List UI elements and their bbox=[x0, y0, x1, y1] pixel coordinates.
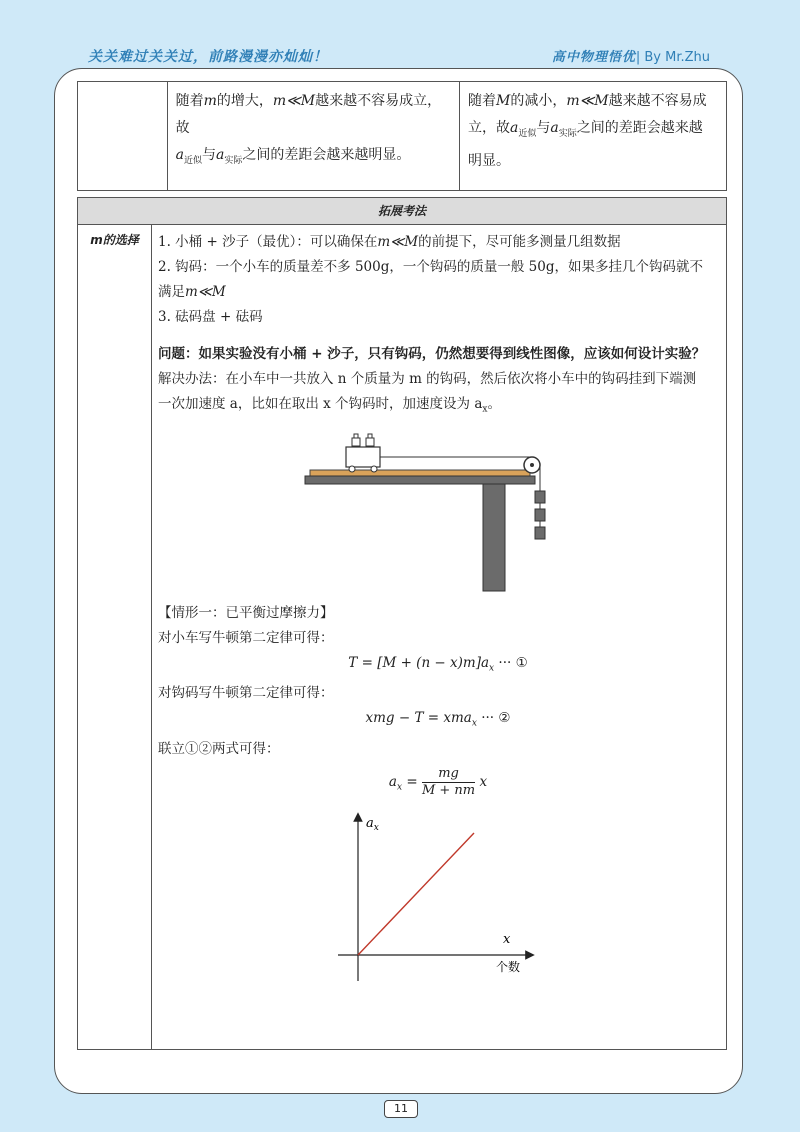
top-table-blank-cell bbox=[78, 82, 168, 191]
table-leg bbox=[483, 484, 505, 591]
item-2: 2. 钩码：一个小车的质量差不多 500g，一个钩码的质量一般 50g，如果多挂几个钩码就不 bbox=[158, 259, 703, 275]
cart-body bbox=[346, 447, 380, 467]
question: 问题：如果实验没有小桶 + 沙子，只有钩码，仍然想要得到线性图像，应该如何设计实验？ bbox=[158, 346, 706, 362]
header-title: 高中物理悟优 bbox=[551, 50, 636, 65]
x-axis-label: x bbox=[503, 931, 511, 947]
car-newton-line: 对小车写牛顿第二定律可得： bbox=[158, 629, 334, 646]
header-motto: 关关难过关关过，前路漫漫亦灿灿！ bbox=[88, 49, 328, 65]
hanging-weight-3 bbox=[535, 527, 545, 539]
cart-wheel-right bbox=[371, 466, 377, 472]
top-table bbox=[77, 81, 727, 191]
y-axis-label: $a_x$ bbox=[366, 815, 379, 833]
apparatus-diagram bbox=[158, 429, 718, 599]
item-2-cont: 满足m≪M bbox=[158, 284, 226, 300]
hook-newton-line: 对钩码写牛顿第二定律可得： bbox=[158, 685, 334, 702]
section-content bbox=[152, 225, 727, 1050]
ax-vs-x-graph bbox=[158, 805, 718, 985]
item-3: 3. 砝码盘 + 砝码 bbox=[158, 309, 263, 325]
ax-line bbox=[358, 833, 474, 955]
extension-table bbox=[77, 197, 727, 1050]
cart-wheel-left bbox=[349, 466, 355, 472]
cart-weight-2 bbox=[366, 438, 374, 446]
equation-1: $T = [M + (n - x)m]a_x$ ··· ① bbox=[348, 654, 528, 674]
cart-weight-1 bbox=[352, 438, 360, 446]
combine-line: 联立①②两式可得： bbox=[158, 741, 280, 758]
track-board bbox=[310, 470, 530, 476]
header-author: | By Mr.Zhu bbox=[635, 50, 710, 65]
equation-2: xmg − T = xma$_x$ ··· ② bbox=[365, 710, 511, 730]
page-number: 11 bbox=[384, 1100, 418, 1118]
solution-line-1: 解决办法：在小车中一共放入 n 个质量为 m 的钩码，然后依次将小车中的钩码挂到下端测 bbox=[158, 371, 697, 387]
section-title: 拓展考法 bbox=[78, 198, 727, 225]
hanging-weight-1 bbox=[535, 491, 545, 503]
item-1: 1. 小桶 + 沙子（最优）：可以确保在m≪M的前提下，尽可能多测量几组数据 bbox=[158, 234, 621, 250]
top-table-cell-2: 随着M的减小，m≪M越来越不容易成 立，故$a_{近似}$与$a_{实际}$之间的差距会越来越 明显。 bbox=[460, 82, 727, 191]
hanging-weight-2 bbox=[535, 509, 545, 521]
case-1-heading: 【情形一：已平衡过摩擦力】 bbox=[158, 604, 334, 621]
table-top bbox=[305, 476, 535, 484]
equation-3: $a_x$ = $\frac{mg}{M + nm}$ x bbox=[388, 766, 488, 799]
header-brand bbox=[552, 46, 710, 65]
x-axis-caption: 个数 bbox=[496, 959, 521, 974]
solution-line-2: 一次加速度 a，比如在取出 x 个钩码时，加速度设为 $a_x$。 bbox=[158, 396, 501, 415]
top-table-cell-1: 随着m的增大，m≪M越来越不容易成立，故 $a_{近似}$与$a_{实际}$之间的差距会越来越明显。 bbox=[167, 82, 459, 191]
page-card bbox=[54, 68, 743, 1094]
side-label: m的选择 bbox=[78, 225, 152, 1050]
